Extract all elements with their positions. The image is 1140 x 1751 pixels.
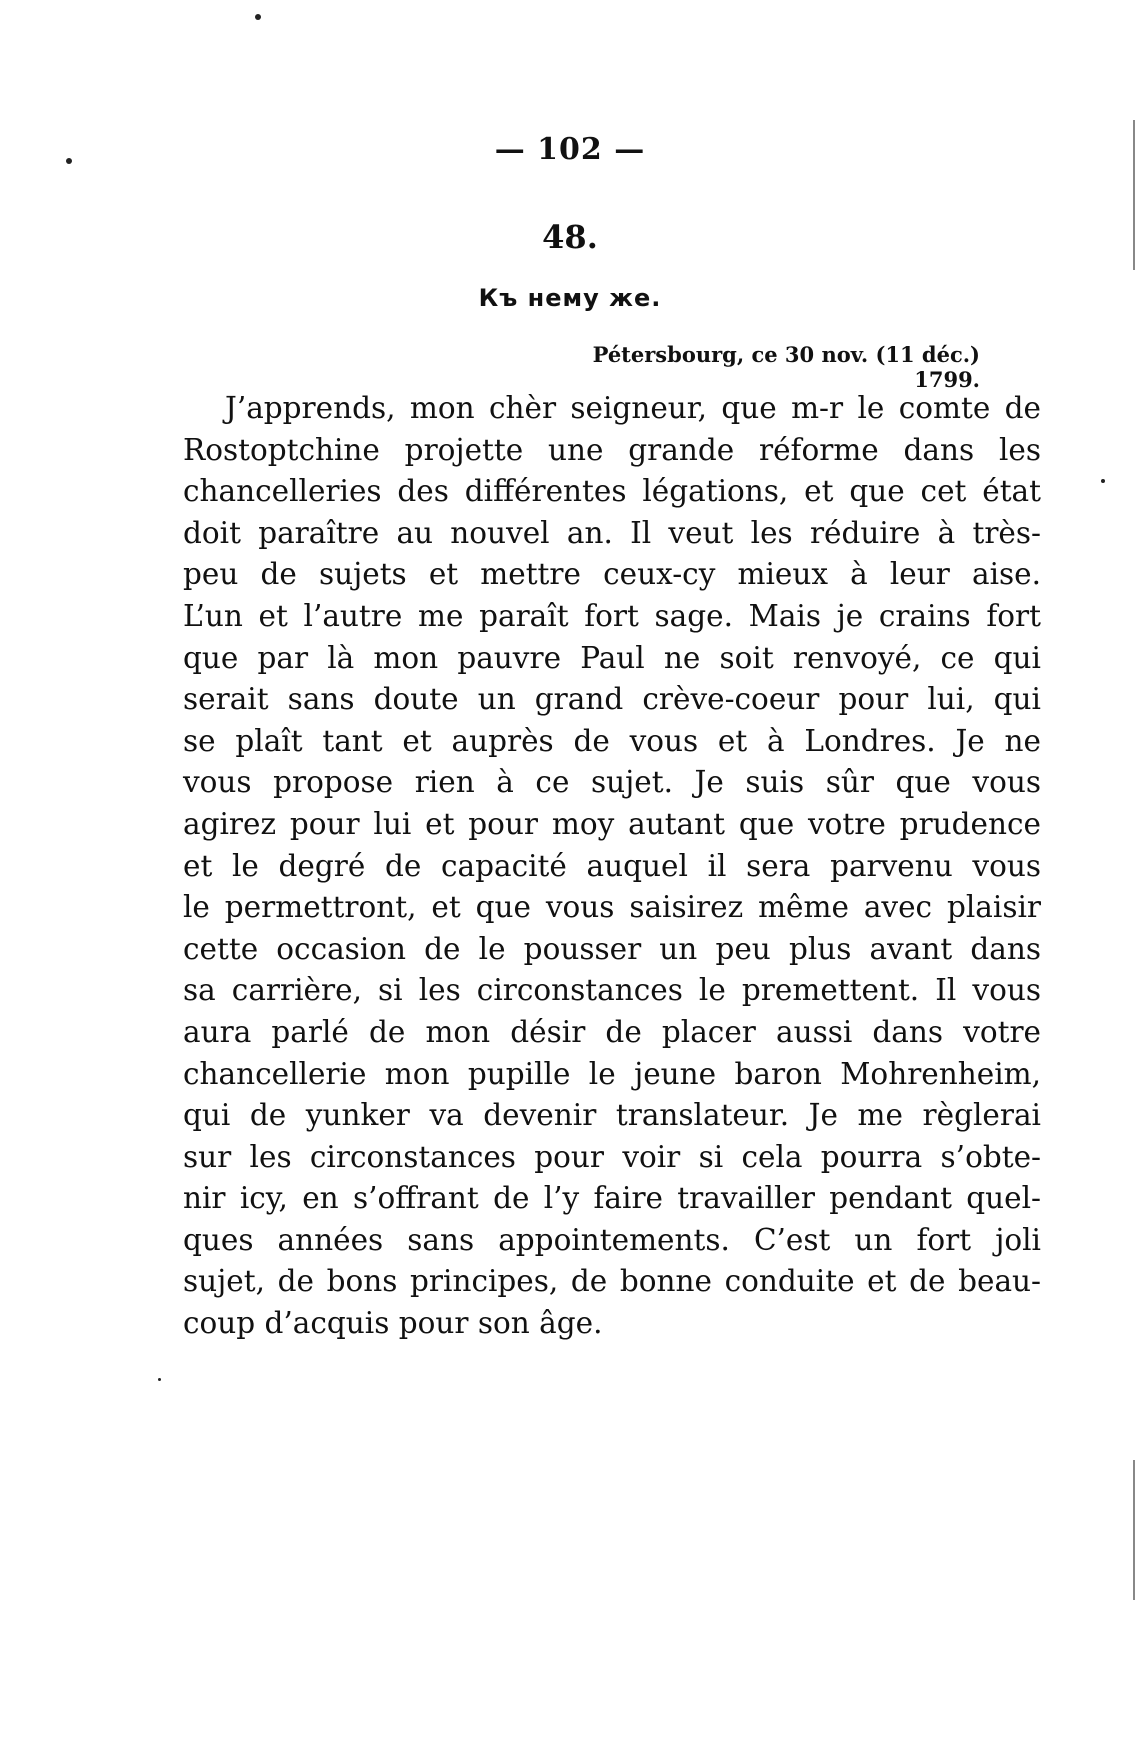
body-line: doit paraître au nouvel an. Il veut les réduire à très- [183, 515, 1041, 550]
body-line: nir icy, en s’offrant de l’y faire travailler pendant quel- [183, 1181, 1041, 1216]
body-line: agirez pour lui et pour moy autant que votre prudence [183, 806, 1041, 841]
body-line: coup d’acquis pour son âge. [183, 1306, 603, 1341]
body-line: peu de sujets et mettre ceux-cy mieux à leur aise. [183, 557, 1041, 592]
letter-dateline: Pétersbourg, ce 30 nov. (11 déc.) 1799. [592, 342, 980, 392]
body-line: cette occasion de le pousser un peu plus avant dans [183, 931, 1041, 966]
letter-number: 48. [542, 218, 598, 256]
body-line: sur les circonstances pour voir si cela pourra s’obte- [183, 1139, 1041, 1174]
body-line: qui de yunker va devenir translateur. Je me règlerai [183, 1098, 1041, 1133]
scan-speck [255, 14, 261, 20]
body-line: ques années sans appointements. C’est un fort joli [183, 1222, 1041, 1257]
body-line: que par là mon pauvre Paul ne soit renvoyé, ce qui [183, 640, 1041, 675]
body-line: vous propose rien à ce sujet. Je suis sûr que vous [183, 765, 1041, 800]
body-line: Rostoptchine projette une grande réforme dans les [183, 432, 1041, 467]
body-line: le permettront, et que vous saisirez même avec plaisir [183, 890, 1041, 925]
letter-addressee: Къ нему же. [478, 284, 662, 312]
body-line: serait sans doute un grand crève-coeur pour lui, qui [183, 682, 1041, 717]
body-line: se plaît tant et auprès de vous et à Londres. Je ne [183, 723, 1041, 758]
body-line: et le degré de capacité auquel il sera parvenu vous [183, 848, 1041, 883]
body-line: L’un et l’autre me paraît fort sage. Mais je crains fort [183, 598, 1041, 633]
scan-edge-line [1133, 1460, 1135, 1600]
page-number: — 102 — [494, 132, 646, 167]
body-line: aura parlé de mon désir de placer aussi dans votre [183, 1014, 1041, 1049]
letter-body [183, 388, 1041, 1345]
body-line: sujet, de bons principes, de bonne conduite et de beau- [183, 1264, 1041, 1299]
body-line: sa carrière, si les circonstances le premettent. Il vous [183, 973, 1041, 1008]
scan-speck [158, 1378, 161, 1381]
body-line: chancellerie mon pupille le jeune baron Mohrenheim, [183, 1056, 1041, 1091]
body-line: chancelleries des différentes légations, et que cet état [183, 474, 1041, 509]
body-line: J’apprends, mon chèr seigneur, que m-r le comte de [225, 391, 1041, 425]
scan-speck [1101, 479, 1105, 483]
